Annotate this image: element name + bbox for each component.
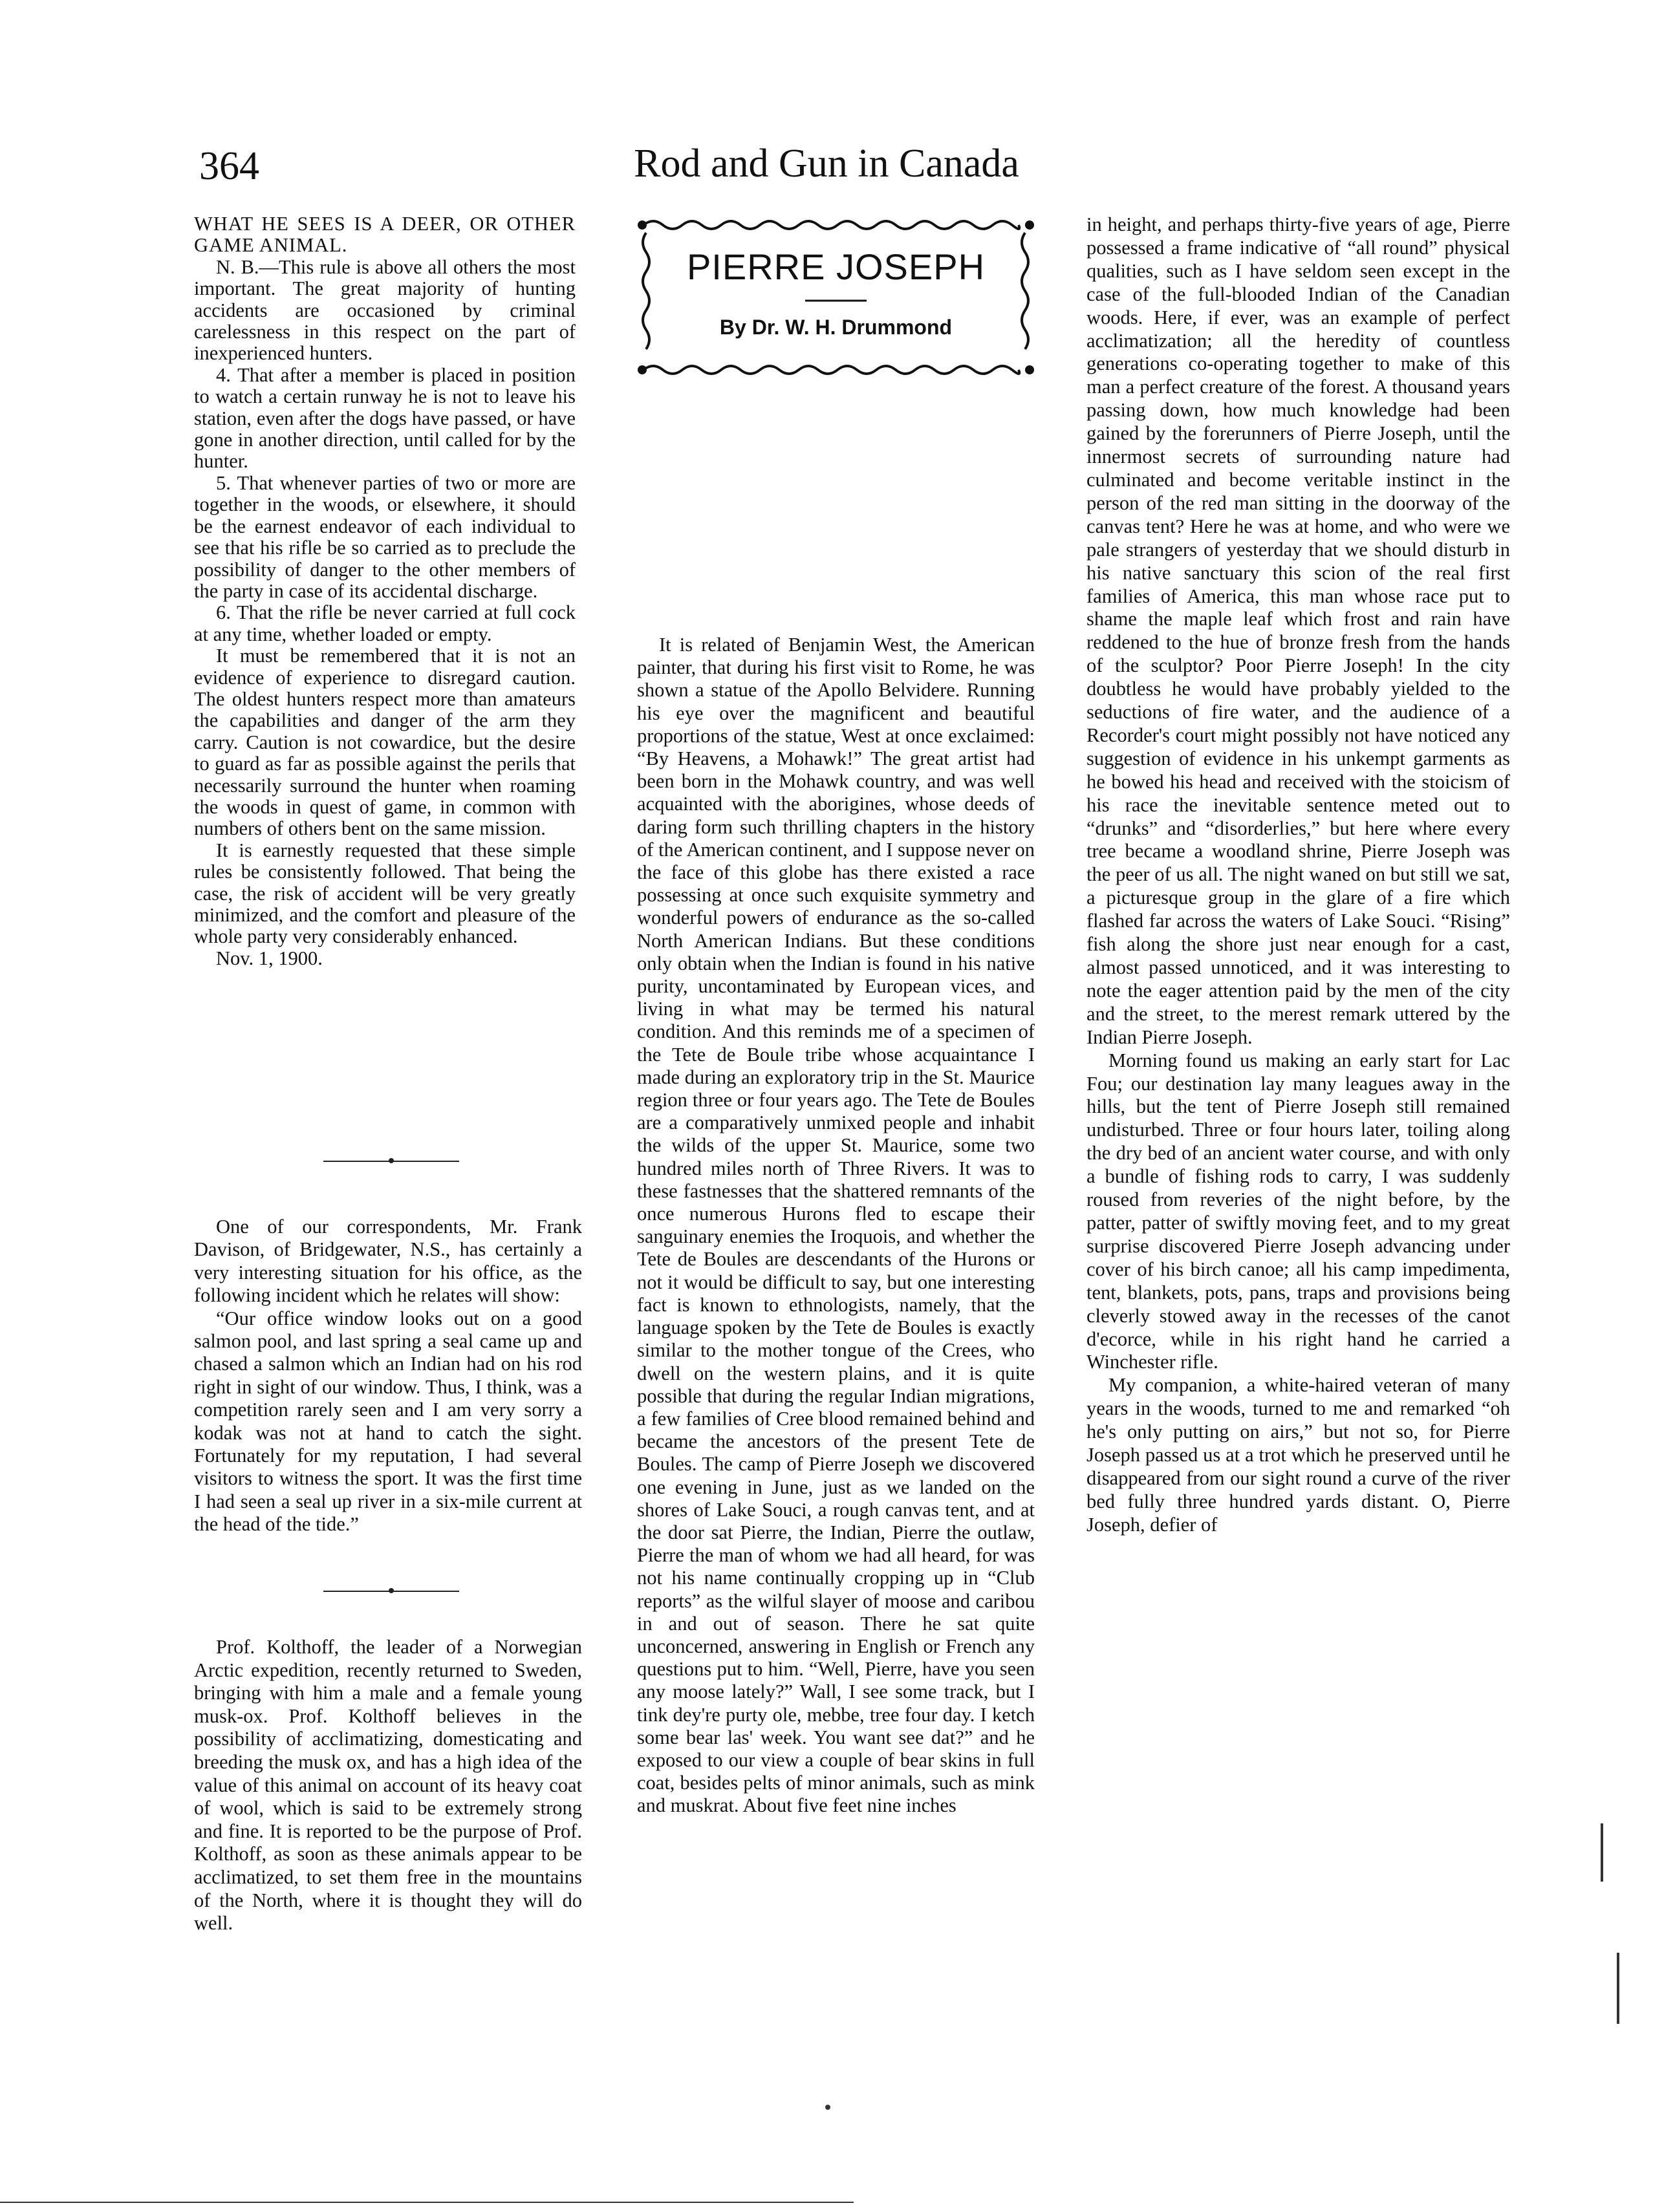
ornamental-border [637,213,1035,381]
rule-heading: WHAT HE SEES IS A DEER, OR OTHER GAME ANIMAL. [194,213,576,257]
article-byline: By Dr. W. H. Drummond [719,316,953,339]
davison-quote: “Our office window looks out on a good salmon pool, and last spring a seal came up and chased a salmon which an Indian had on his rod right in sight of our window. Thus, I think, was a competition rarely seen and I am very sorry a kodak was not at hand to catch the sight. Fortunately for my reputation, I had several visitors to witness the sport. It was the first time I had seen a seal up river in a six-mile current at the head of the tide.” [194,1307,582,1536]
article-paragraph: in height, and perhaps thirty-five years of age, Pierre possessed a frame indicative of “all round” physical qualities, such as I have seldom seen except in the case of the full-blooded Indian of the Canadian woods. Here, if ever, was an example of perfect acclimatization; all the heredity of countless generations co-operating together to make of this man a perfect creature of the forest. A thousand years passing down, how much knowledge had been gained by the forerunners of Pierre Joseph, until the innermost secrets of surrounding nature had culminated and become veritable instinct in the person of the red man sitting in the doorway of the canvas tent? Here he was at home, and who were we pale strangers of yesterday that we should disturb in his native sanctuary this scion of the real first families of America, this man whose race put to shame the maple leaf which frost and rain have reddened to the hue of bronze fresh from the hands of the sculptor? Poor Pierre Joseph! In the city doubtless he would have probably yielded to the seductions of fire water, and the audience of a Recorder's court might possibly not have noticed any suggestion of evidence in his unkempt garments as he bowed his head and received with the stoicism of his race the inevitable sentence meted out to “drunks” and “disorderlies,” but here where every tree became a woodland shrine, Pierre Joseph was the peer of us all. The night waned on but still we sat, a picturesque group in the glare of a fire which flashed far across the waters of Lake Souci. “Rising” fish along the shore just near enough for a cast, almost passed unnoticed, and it was interesting to note the eager attention paid by the men of the city and the street, to the merest remark uttered by the Indian Pierre Joseph. [1086,213,1510,1048]
dateline: Nov. 1, 1900. [216,947,323,969]
kolthoff-item [194,1636,582,1935]
rule-6: 6. That the rifle be never carried at full cock at any time, whether loaded or empty. [194,601,576,645]
divider-dot [389,1588,394,1593]
request-paragraph: It is earnestly requested that these simple rules be consistently followed. That being the case, the risk of accident will be very greatly minimized, and the comfort and pleasure of the whole party very considerably enhanced. [194,839,576,948]
article-column-2 [637,634,1035,1818]
article-title: PIERRE JOSEPH [686,246,986,287]
article-title-box [637,213,1035,381]
rule-note: N. B.—This rule is above all others the most important. The great majority of hunting accidents are occasioned by criminal carelessness in this respect on the part of inexperienced hunters. [194,255,576,365]
hunting-rules-column [194,213,576,969]
running-title: Rod and Gun in Canada [634,142,1019,186]
divider-dot [389,1158,394,1163]
article-column-3 [1086,213,1510,1537]
article-paragraph: My companion, a white-haired veteran of many years in the woods, turned to me and remarked “oh he's only putting on airs,” but not so, for Pierre Joseph passed us at a trot which he preserved until he disappeared from our sight round a curve of the river bed fully three hundred yards distant. O, Pierre Joseph, defier of [1086,1374,1510,1536]
davison-item [194,1216,582,1536]
article-paragraph: Morning found us making an early start for Lac Fou; our destination lay many leagues away in the hills, but the tent of Pierre Joseph still remained undisturbed. Three or four hours later, toiling along the dry bed of an ancient water course, and with only a bundle of fishing rods to carry, I was suddenly roused from reveries of the night before, by the patter, patter of swiftly moving feet, and to my great surprise discovered Pierre Joseph advancing under cover of his birch canoe; all his camp impedimenta, tent, blankets, pots, pans, traps and provisions being cleverly stowed away in the recesses of the canot d'ecorce, while in his right hand he carried a Winchester rifle. [1086,1049,1510,1373]
scan-mark [1601,1823,1603,1882]
scan-mark [825,2105,830,2110]
scan-mark [1617,1953,1619,2024]
caution-paragraph: It must be remembered that it is not an evidence of experience to disregard caution. The oldest hunters respect more than amateurs the capabilities and danger of the arm they carry. Caution is not cowardice, but the desire to guard as far as possible against the perils that necessarily surround the hunter when roaming the woods in quest of game, in common with numbers of others bent on the same mission. [194,645,576,840]
kolthoff-paragraph: Prof. Kolthoff, the leader of a Norwegian Arctic expedition, recently returned to Sweden, bringing with him a male and a female young musk-ox. Prof. Kolthoff believes in the possibility of acclimatizing, domesticating and breeding the musk ox, and has a high idea of the value of this animal on account of its heavy coat of wool, which is said to be extremely strong and fine. It is reported to be the purpose of Prof. Kolthoff, as soon as these animals appear to be acclimatized, to set them free in the mountains of the North, where it is thought they will do well. [194,1636,582,1935]
article-paragraph: It is related of Benjamin West, the American painter, that during his first visit to Rome, he was shown a statue of the Apollo Belvidere. Running his eye over the magnificent and beautiful proportions of the statue, West at once exclaimed: “By Heavens, a Mohawk!” The great artist had been born in the Mohawk country, and was well acquainted with the aborigines, whose deeds of daring form such thrilling chapters in the history of the American continent, and I suppose never on the face of this globe has there existed a race possessing at once such exquisite symmetry and wonderful powers of endurance as the so-called North American Indians. But these conditions only obtain when the Indian is found in his native purity, uncontaminated by European vices, and living in what may be termed his natural condition. And this reminds me of a specimen of the Tete de Boule tribe whose acquaintance I made during an exploratory trip in the St. Maurice region three or four years ago. The Tete de Boules are a comparatively unmixed people and inhabit the wilds of the upper St. Maurice, some two hundred miles north of Three Rivers. It was to these fastnesses that the shattered remnants of the once numerous Hurons fled to escape their sanguinary enemies the Iroquois, and whether the Tete de Boules are descendants of the Hurons or not it would be difficult to say, but one interesting fact is known to ethnologists, namely, that the language spoken by the Tete de Boules is exactly similar to the mother tongue of the Crees, who dwell on the western plains, and it is quite possible that during the regular Indian migrations, a few families of Cree blood remained behind and became the ancestors of the present Tete de Boules. The camp of Pierre Joseph we discovered one evening in June, just as we landed on the shores of Lake Souci, a rough canvas tent, and at the door sat Pierre, the Indian, Pierre the outlaw, Pierre the man of whom we had all heard, for was not his name continually cropping up in “Club reports” as the wilful slayer of moose and caribou in and out of season. There he sat quite unconcerned, answering in English or French any questions put to him. “Well, Pierre, have you seen any moose lately?” Wall, I see some track, but I tink dey're purty ole, mebbe, tree four day. I ketch some bear las' week. You want see dat?” and he exposed to our view a couple of bear skins in full coat, besides pelts of minor animals, such as mink and muskrat. About five feet nine inches [637,634,1035,1817]
rule-5: 5. That whenever parties of two or more are together in the woods, or elsewhere, it should be the earnest endeavor of each individual to see that his rifle be so carried as to preclude the possibility of danger to the other members of the party in case of its accidental discharge. [194,471,576,602]
page-bottom-rule [0,2202,854,2203]
page-number: 364 [199,144,259,188]
rule-4: 4. That after a member is placed in position to watch a certain runway he is not to leave his station, even after the dogs have passed, or have gone in another direction, until called for by the hunter. [194,363,576,473]
davison-intro: One of our correspondents, Mr. Frank Davison, of Bridgewater, N.S., has certainly a very interesting situation for his office, as the following incident which he relates will show: [194,1216,582,1307]
